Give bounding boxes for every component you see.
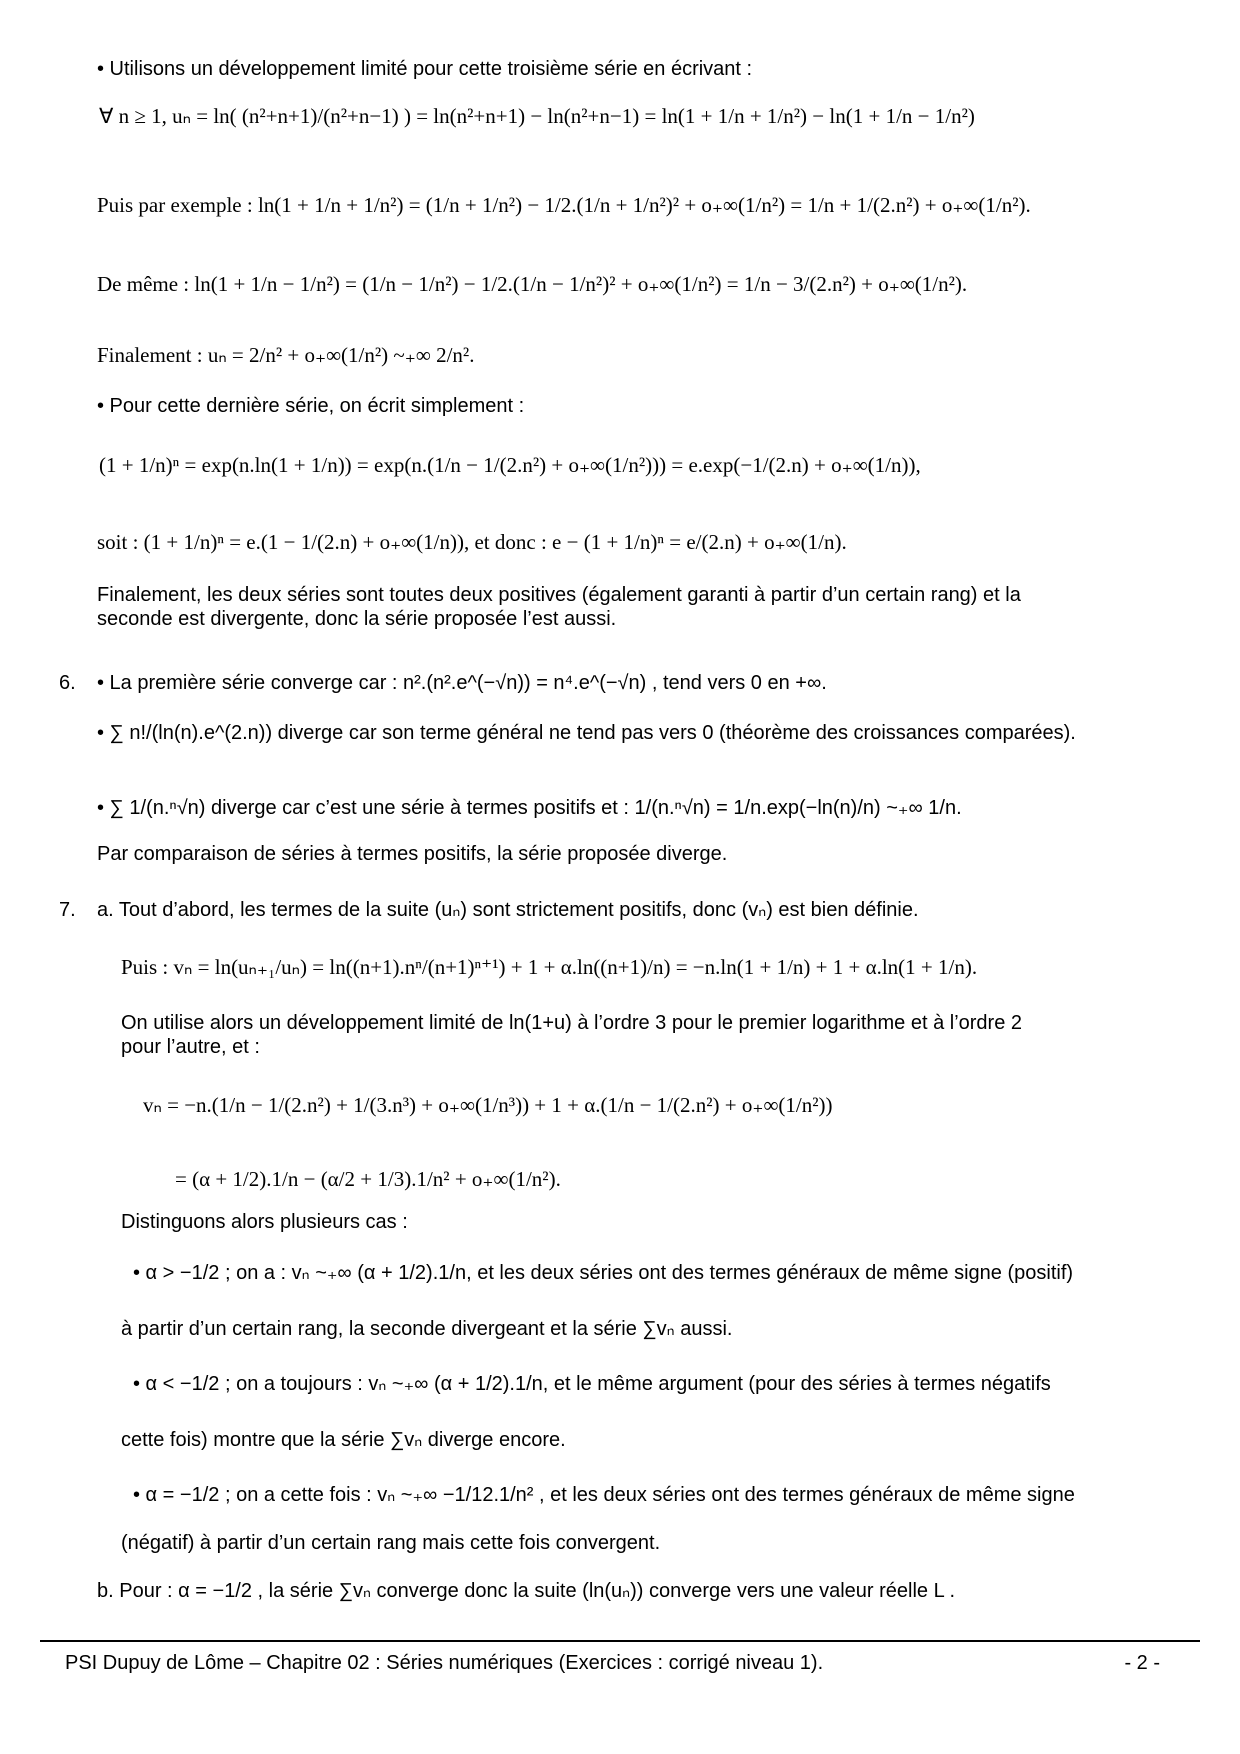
footer-title: PSI Dupuy de Lôme – Chapitre 02 : Séries numériques (Exercices : corrigé niveau 1). (65, 1652, 824, 1674)
formula-line: ∀ n ≥ 1, uₙ = ln( (n²+n+1)/(n²+n−1) ) = ln(n²+n+1) − ln(n²+n−1) = ln(1 + 1/n + 1/n²) − ln(1 + 1/n − 1/n²) (99, 104, 975, 128)
text-line: • ∑ n!/(ln(n).e^(2.n)) diverge car son terme général ne tend pas vers 0 (théorème des croissances comparées). (97, 722, 1076, 744)
formula-line: Finalement : uₙ = 2/n² + o₊∞(1/n²) ~₊∞ 2/n². (97, 343, 475, 367)
formula-line: De même : ln(1 + 1/n − 1/n²) = (1/n − 1/n²) − 1/2.(1/n − 1/n²)² + o₊∞(1/n²) = 1/n − 3/(2.n²) + o₊∞(1/n²). (97, 272, 968, 296)
text-line: (négatif) à partir d’un certain rang mais cette fois convergent. (121, 1532, 661, 1554)
text-line: à partir d’un certain rang, la seconde divergeant et la série ∑vₙ aussi. (121, 1318, 733, 1340)
text-line: • Utilisons un développement limité pour cette troisième série en écrivant : (97, 58, 753, 80)
text-line: • Pour cette dernière série, on écrit simplement : (97, 395, 525, 417)
text-line: Distinguons alors plusieurs cas : (121, 1211, 408, 1233)
question-number: 6. (59, 672, 76, 694)
text-line: • α < −1/2 ; on a toujours : vₙ ~₊∞ (α + 1/2).1/n, et le même argument (pour des séries à termes négatifs (133, 1373, 1051, 1395)
text-line: Par comparaison de séries à termes positifs, la série proposée diverge. (97, 843, 728, 865)
text-line: seconde est divergente, donc la série proposée l’est aussi. (97, 608, 617, 630)
text-line: pour l’autre, et : (121, 1036, 260, 1058)
text-line: Finalement, les deux séries sont toutes deux positives (également garanti à partir d’un certain rang) et la (97, 584, 1021, 606)
text-line: • La première série converge car : n².(n².e^(−√n)) = n⁴.e^(−√n) , tend vers 0 en +∞. (97, 672, 827, 694)
formula-line: Puis : vₙ = ln(uₙ₊₁/uₙ) = ln((n+1).nⁿ/(n+1)ⁿ⁺¹) + 1 + α.ln((n+1)/n) = −n.ln(1 + 1/n) + 1 + α.ln(1 + 1/n). (121, 955, 978, 979)
text-line: • α = −1/2 ; on a cette fois : vₙ ~₊∞ −1/12.1/n² , et les deux séries ont des termes généraux de même signe (133, 1484, 1075, 1506)
footer-rule (40, 1640, 1200, 1642)
text-line: On utilise alors un développement limité de ln(1+u) à l’ordre 3 pour le premier logarithme et à l’ordre 2 (121, 1012, 1023, 1034)
formula-line: Puis par exemple : ln(1 + 1/n + 1/n²) = (1/n + 1/n²) − 1/2.(1/n + 1/n²)² + o₊∞(1/n²) = 1/n + 1/(2.n²) + o₊∞(1/n²). (97, 193, 1031, 217)
formula-line: soit : (1 + 1/n)ⁿ = e.(1 − 1/(2.n) + o₊∞(1/n)), et donc : e − (1 + 1/n)ⁿ = e/(2.n) + o₊∞(1/n). (97, 530, 847, 554)
text-line: cette fois) montre que la série ∑vₙ diverge encore. (121, 1429, 566, 1451)
question-number: 7. (59, 899, 76, 921)
formula-line: vₙ = −n.(1/n − 1/(2.n²) + 1/(3.n³) + o₊∞(1/n³)) + 1 + α.(1/n − 1/(2.n²) + o₊∞(1/n²)) (143, 1093, 833, 1117)
text-line: a. Tout d’abord, les termes de la suite (uₙ) sont strictement positifs, donc (vₙ) est bien définie. (97, 899, 919, 921)
page-number: - 2 - (1124, 1652, 1160, 1674)
text-line: • α > −1/2 ; on a : vₙ ~₊∞ (α + 1/2).1/n, et les deux séries ont des termes généraux de même signe (positif) (133, 1262, 1074, 1284)
formula-line: (1 + 1/n)ⁿ = exp(n.ln(1 + 1/n)) = exp(n.(1/n − 1/(2.n²) + o₊∞(1/n²))) = e.exp(−1/(2.n) + o₊∞(1/n)), (99, 453, 921, 477)
text-line: • ∑ 1/(n.ⁿ√n) diverge car c’est une série à termes positifs et : 1/(n.ⁿ√n) = 1/n.exp(−ln(n)/n) ~₊∞ 1/n. (97, 797, 962, 819)
text-line: b. Pour : α = −1/2 , la série ∑vₙ converge donc la suite (ln(uₙ)) converge vers une valeur réelle L . (97, 1580, 956, 1602)
formula-line: = (α + 1/2).1/n − (α/2 + 1/3).1/n² + o₊∞(1/n²). (175, 1167, 561, 1191)
